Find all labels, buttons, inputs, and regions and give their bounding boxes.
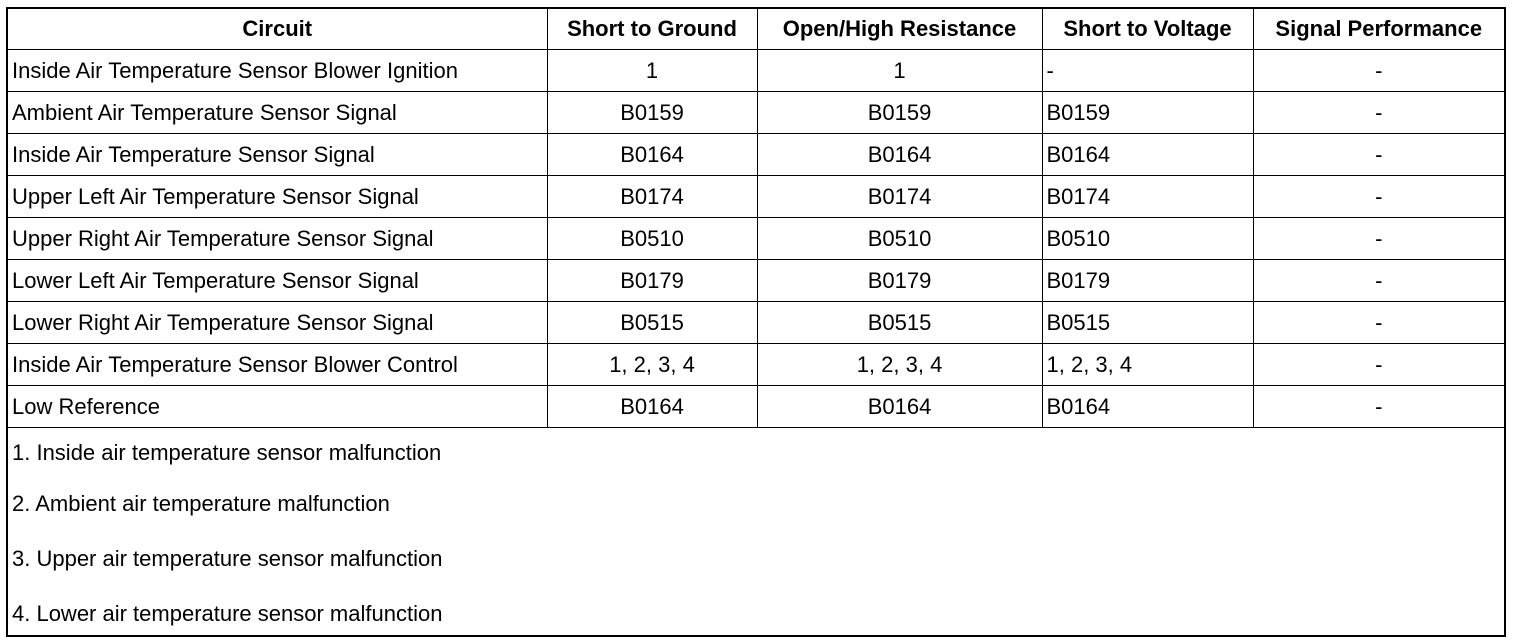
circuit-cell: Low Reference: [8, 386, 547, 428]
short-to-ground-cell: B0515: [547, 302, 757, 344]
signal-performance-cell: -: [1253, 134, 1504, 176]
circuit-cell: Ambient Air Temperature Sensor Signal: [8, 92, 547, 134]
table-row: [8, 260, 1504, 302]
short-to-voltage-cell: -: [1042, 50, 1253, 92]
header-signal-performance: Signal Performance: [1253, 9, 1504, 50]
table-row: [8, 50, 1504, 92]
short-to-ground-cell: B0159: [547, 92, 757, 134]
footnote: 2. Ambient air temperature malfunction: [12, 490, 390, 516]
open-high-resistance-cell: B0515: [757, 302, 1042, 344]
table-row: [8, 92, 1504, 134]
short-to-ground-cell: B0179: [547, 260, 757, 302]
table-header-row: [8, 9, 1504, 50]
short-to-ground-cell: B0164: [547, 386, 757, 428]
table-row: [8, 386, 1504, 428]
short-to-voltage-cell: B0164: [1042, 134, 1253, 176]
footnote: 3. Upper air temperature sensor malfunction: [12, 545, 443, 571]
header-short-to-ground: Short to Ground: [547, 9, 757, 50]
open-high-resistance-cell: B0174: [757, 176, 1042, 218]
circuit-cell: Lower Left Air Temperature Sensor Signal: [8, 260, 547, 302]
circuit-cell: Inside Air Temperature Sensor Blower Control: [8, 344, 547, 386]
signal-performance-cell: -: [1253, 386, 1504, 428]
dtc-table-frame: [6, 7, 1506, 637]
short-to-voltage-cell: 1, 2, 3, 4: [1042, 344, 1253, 386]
open-high-resistance-cell: B0164: [757, 386, 1042, 428]
circuit-cell: Inside Air Temperature Sensor Signal: [8, 134, 547, 176]
short-to-ground-cell: B0510: [547, 218, 757, 260]
open-high-resistance-cell: B0164: [757, 134, 1042, 176]
open-high-resistance-cell: B0510: [757, 218, 1042, 260]
open-high-resistance-cell: B0179: [757, 260, 1042, 302]
signal-performance-cell: -: [1253, 260, 1504, 302]
table-row: [8, 302, 1504, 344]
table-row: [8, 344, 1504, 386]
table-row: [8, 218, 1504, 260]
signal-performance-cell: -: [1253, 302, 1504, 344]
circuit-cell: Upper Right Air Temperature Sensor Signal: [8, 218, 547, 260]
signal-performance-cell: -: [1253, 50, 1504, 92]
short-to-ground-cell: B0164: [547, 134, 757, 176]
footnote: 4. Lower air temperature sensor malfunction: [12, 600, 443, 626]
short-to-voltage-cell: B0515: [1042, 302, 1253, 344]
short-to-voltage-cell: B0174: [1042, 176, 1253, 218]
signal-performance-cell: -: [1253, 92, 1504, 134]
short-to-ground-cell: 1, 2, 3, 4: [547, 344, 757, 386]
footnote: 1. Inside air temperature sensor malfunction: [12, 440, 442, 465]
short-to-voltage-cell: B0179: [1042, 260, 1253, 302]
open-high-resistance-cell: 1: [757, 50, 1042, 92]
table-row: [8, 134, 1504, 176]
short-to-ground-cell: B0174: [547, 176, 757, 218]
dtc-table: [8, 9, 1504, 428]
short-to-voltage-cell: B0164: [1042, 386, 1253, 428]
circuit-cell: Upper Left Air Temperature Sensor Signal: [8, 176, 547, 218]
signal-performance-cell: -: [1253, 176, 1504, 218]
signal-performance-cell: -: [1253, 218, 1504, 260]
open-high-resistance-cell: B0159: [757, 92, 1042, 134]
signal-performance-cell: -: [1253, 344, 1504, 386]
short-to-voltage-cell: B0510: [1042, 218, 1253, 260]
header-circuit: Circuit: [8, 9, 547, 50]
header-short-to-voltage: Short to Voltage: [1042, 9, 1253, 50]
circuit-cell: Inside Air Temperature Sensor Blower Ignition: [8, 50, 547, 92]
footnotes: [8, 432, 1504, 641]
table-row: [8, 176, 1504, 218]
circuit-cell: Lower Right Air Temperature Sensor Signal: [8, 302, 547, 344]
short-to-ground-cell: 1: [547, 50, 757, 92]
header-open-high-resistance: Open/High Resistance: [757, 9, 1042, 50]
short-to-voltage-cell: B0159: [1042, 92, 1253, 134]
open-high-resistance-cell: 1, 2, 3, 4: [757, 344, 1042, 386]
